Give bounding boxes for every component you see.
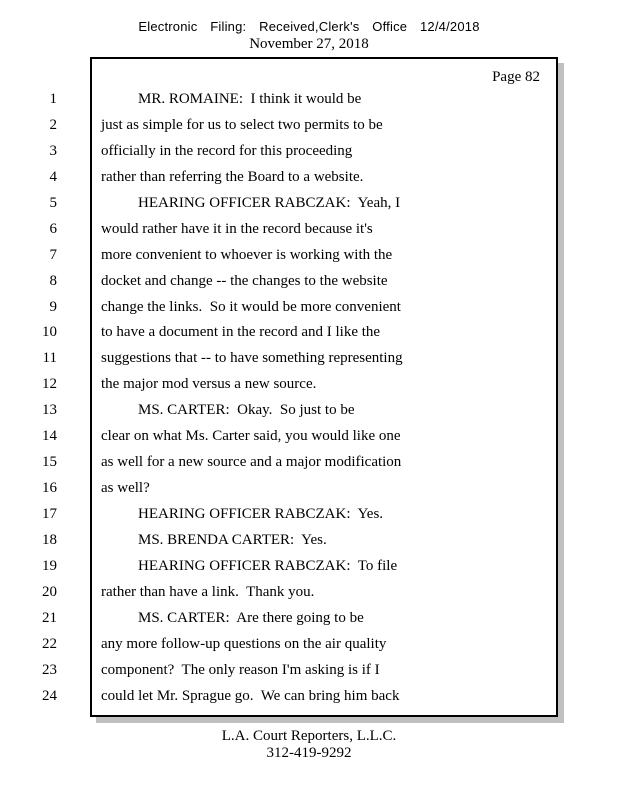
line-text: rather than have a link. Thank you. bbox=[101, 583, 315, 600]
line-number: 3 bbox=[49, 142, 57, 159]
transcript-line bbox=[0, 320, 558, 346]
line-number: 8 bbox=[49, 272, 57, 289]
transcript-line bbox=[0, 243, 558, 269]
transcript-line bbox=[0, 113, 558, 139]
electronic-filing-stamp: Electronic Filing: Received,Clerk's Office 12/4/2018 bbox=[138, 19, 480, 34]
line-number: 17 bbox=[42, 506, 57, 522]
line-text: MS. CARTER: Are there going to be bbox=[138, 609, 364, 626]
line-number: 14 bbox=[42, 428, 57, 445]
line-number: 13 bbox=[42, 402, 57, 419]
line-text: change the links. So it would be more convenient bbox=[101, 298, 401, 315]
page-number-label: Page 82 bbox=[492, 69, 540, 85]
transcript-line bbox=[0, 269, 558, 295]
line-text: the major mod versus a new source. bbox=[101, 376, 317, 393]
line-text: MS. CARTER: Okay. So just to be bbox=[138, 402, 355, 419]
line-number: 23 bbox=[42, 661, 57, 678]
line-number: 4 bbox=[49, 168, 57, 185]
transcript-line bbox=[0, 87, 558, 113]
line-text: as well for a new source and a major modification bbox=[101, 454, 402, 471]
line-text: any more follow-up questions on the air quality bbox=[101, 635, 387, 652]
line-text: could let Mr. Sprague go. We can bring him back bbox=[101, 687, 400, 704]
transcript-line bbox=[0, 139, 558, 165]
line-text: MS. BRENDA CARTER: Yes. bbox=[138, 531, 327, 548]
document-header bbox=[0, 19, 618, 53]
line-number: 16 bbox=[42, 480, 57, 497]
line-number: 1 bbox=[49, 91, 57, 107]
transcript-line bbox=[0, 295, 558, 321]
transcript-line bbox=[0, 476, 558, 502]
line-text: clear on what Ms. Carter said, you would like one bbox=[101, 428, 401, 445]
document-footer bbox=[0, 728, 618, 762]
line-text: to have a document in the record and I like the bbox=[101, 324, 381, 341]
line-text: rather than referring the Board to a website. bbox=[101, 168, 364, 185]
line-text: as well? bbox=[101, 480, 150, 497]
hearing-date: November 27, 2018 bbox=[249, 36, 369, 52]
line-text: HEARING OFFICER RABCZAK: Yeah, I bbox=[138, 194, 401, 211]
transcript-line bbox=[0, 606, 558, 632]
line-number: 9 bbox=[49, 298, 57, 315]
transcript-line bbox=[0, 554, 558, 580]
transcript-line bbox=[0, 658, 558, 684]
line-number: 24 bbox=[42, 687, 57, 704]
transcript-lines bbox=[0, 87, 558, 710]
line-text: more convenient to whoever is working with the bbox=[101, 246, 393, 263]
line-number: 5 bbox=[49, 194, 57, 211]
line-number: 6 bbox=[49, 220, 57, 237]
line-number: 21 bbox=[42, 609, 57, 626]
line-number: 22 bbox=[42, 635, 57, 652]
line-text: component? The only reason I'm asking is if I bbox=[101, 661, 380, 678]
transcript-line bbox=[0, 165, 558, 191]
line-number: 12 bbox=[42, 376, 57, 393]
transcript-line bbox=[0, 346, 558, 372]
line-number: 15 bbox=[42, 454, 57, 471]
line-number: 7 bbox=[49, 246, 57, 263]
line-text: would rather have it in the record because it's bbox=[101, 220, 373, 237]
transcript-line bbox=[0, 398, 558, 424]
court-reporter-name: L.A. Court Reporters, L.L.C. bbox=[221, 728, 397, 744]
transcript-line bbox=[0, 217, 558, 243]
transcript-line bbox=[0, 580, 558, 606]
line-text: just as simple for us to select two permits to be bbox=[101, 116, 383, 133]
transcript-line bbox=[0, 632, 558, 658]
line-number: 18 bbox=[42, 531, 57, 548]
line-text: suggestions that -- to have something representing bbox=[101, 350, 403, 367]
transcript-line bbox=[0, 528, 558, 554]
transcript-line bbox=[0, 372, 558, 398]
transcript-line bbox=[0, 450, 558, 476]
line-text: docket and change -- the changes to the website bbox=[101, 272, 388, 289]
transcript-line bbox=[0, 424, 558, 450]
transcript-line bbox=[0, 191, 558, 217]
line-text: MR. ROMAINE: I think it would be bbox=[138, 91, 362, 107]
transcript-line bbox=[0, 684, 558, 710]
court-reporter-phone: 312-419-9292 bbox=[266, 745, 352, 761]
transcript-line bbox=[0, 502, 558, 528]
line-number: 20 bbox=[42, 583, 57, 600]
line-text: HEARING OFFICER RABCZAK: To file bbox=[138, 557, 398, 574]
line-number: 19 bbox=[42, 557, 57, 574]
line-number: 2 bbox=[49, 116, 57, 133]
line-number: 11 bbox=[42, 350, 57, 367]
line-number: 10 bbox=[42, 324, 57, 341]
line-text: officially in the record for this proceeding bbox=[101, 142, 353, 159]
line-text: HEARING OFFICER RABCZAK: Yes. bbox=[138, 506, 384, 522]
